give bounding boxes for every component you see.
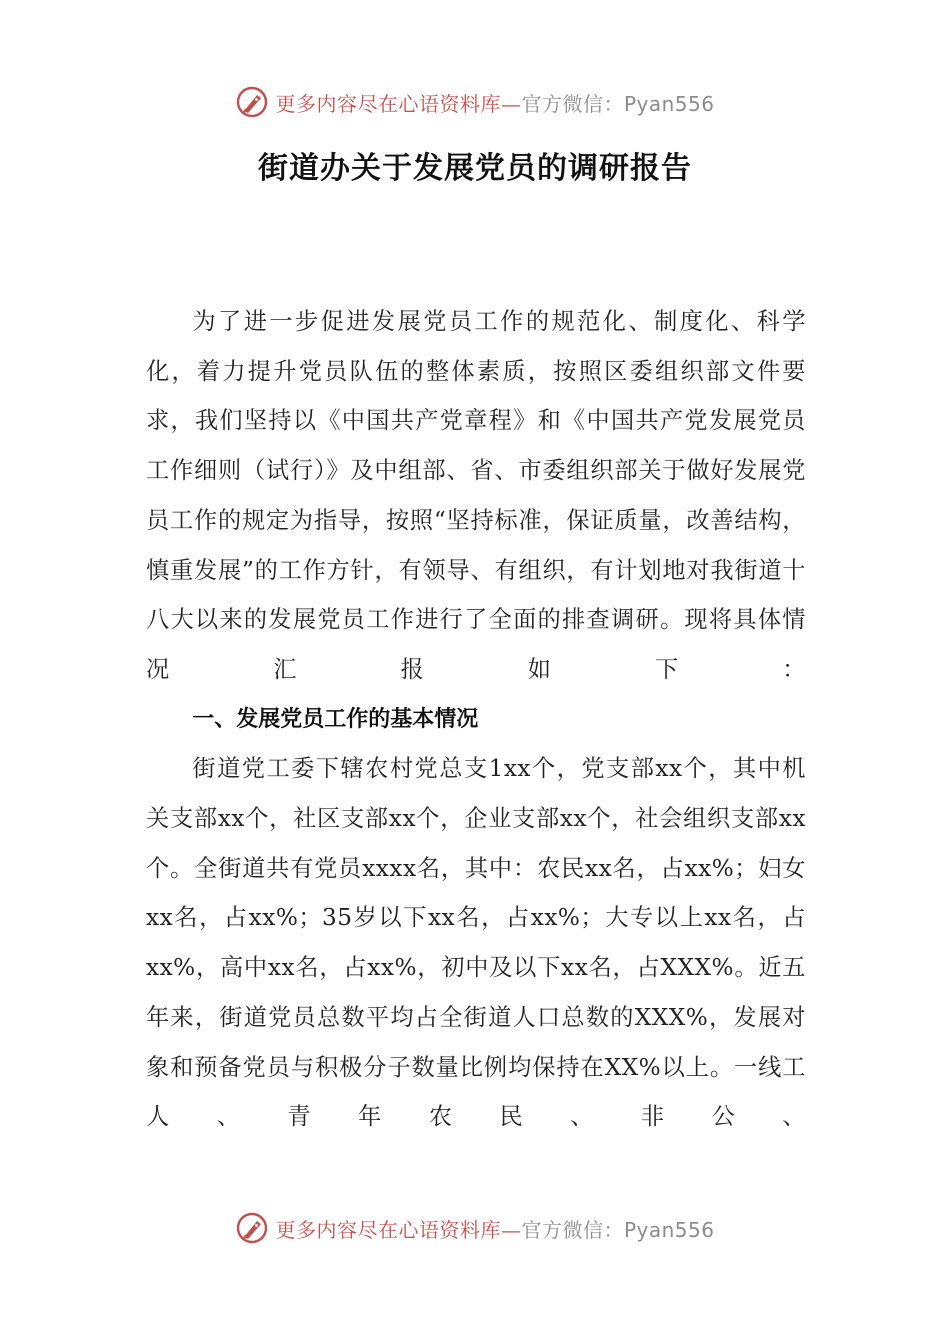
- banner-text: 更多内容尽在心语资料库—官方微信：Pyan556: [275, 91, 715, 116]
- document-body: [146, 297, 806, 1142]
- section-paragraph: 街道党工委下辖农村党总支1xx个，党支部xx个，其中机关支部xx个，社区支部xx个，企业支部xx个，社会组织支部xx个。全街道共有党员xxxx名，其中：农民xx名，占xx%；妇女xx名，占xx%；35岁以下xx名，占xx%；大专以上xx名，占xx%，高中xx名，占xx%，初中及以下xx名，占XXX%。近五年来，街道党员总数平均占全街道人口总数的XXX%，发展对象和预备党员与积极分子数量比例均保持在XX%以上。一线工人、青年农民、非公、: [146, 755, 806, 1131]
- intro-paragraph: 为了进一步促进发展党员工作的规范化、制度化、科学化，着力提升党员队伍的整体素质，按照区委组织部文件要求，我们坚持以《中国共产党章程》和《中国共产党发展党员工作细则（试行）》及中组部、省、市委组织部关于做好发展党员工作的规定为指导，按照“坚持标准，保证质量，改善结构，慎重发展”的工作方针，有领导、有组织，有计划地对我街道十八大以来的发展党员工作进行了全面的排查调研。现将具体情况汇报如下：: [146, 308, 806, 683]
- section-heading: 一、发展党员工作的基本情况: [192, 706, 479, 732]
- header-banner: [0, 82, 950, 122]
- footer-banner: [0, 1208, 950, 1248]
- pen-nib-seal-icon: [235, 85, 269, 119]
- pen-nib-seal-icon: [235, 1211, 269, 1245]
- document-title: 街道办关于发展党员的调研报告: [258, 151, 692, 186]
- banner-text: 更多内容尽在心语资料库—官方微信：Pyan556: [275, 1217, 715, 1242]
